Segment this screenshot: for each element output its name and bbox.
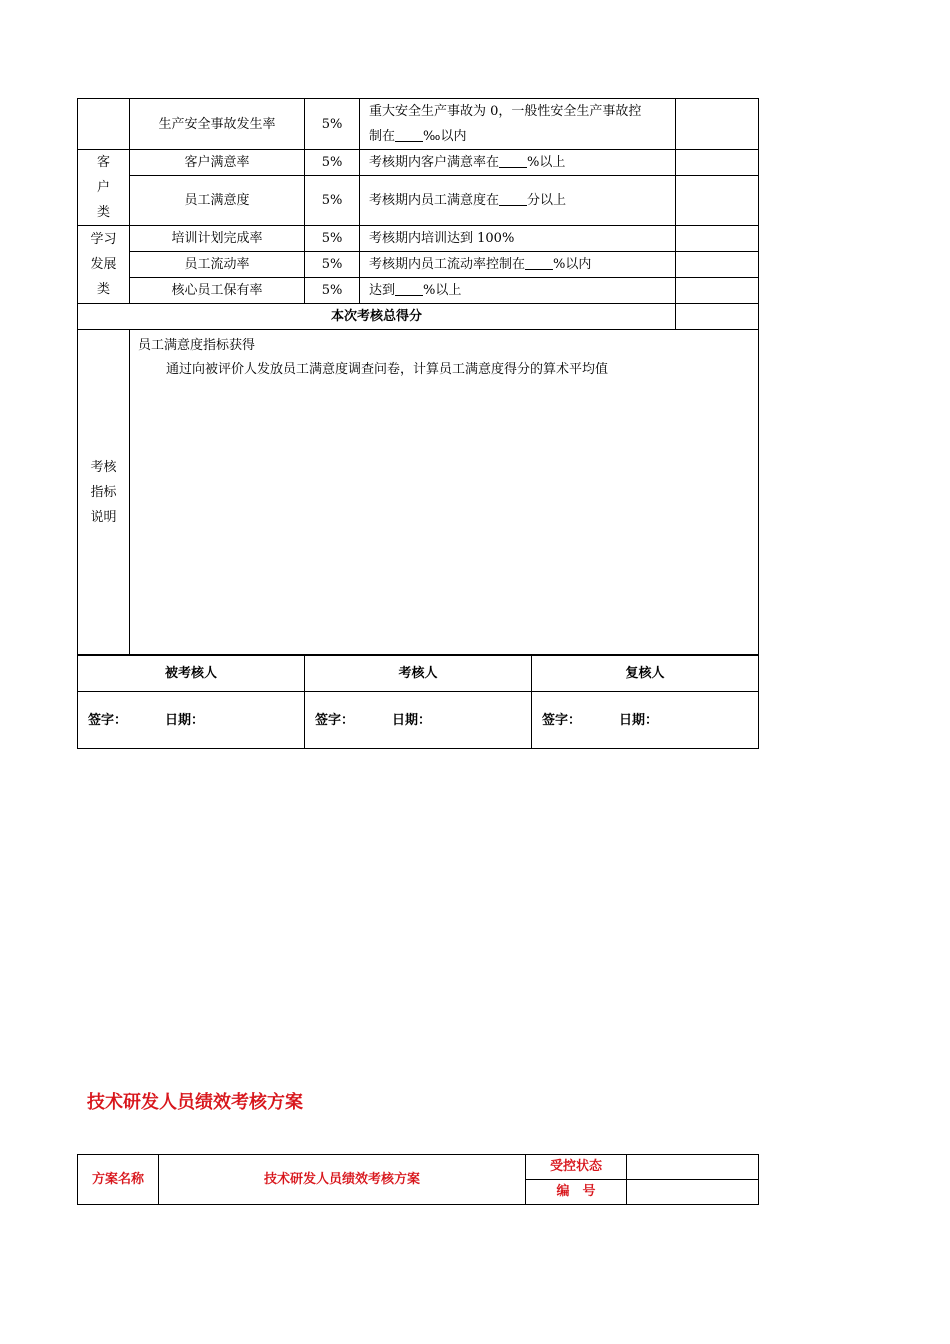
score-cell	[676, 150, 759, 176]
indicator-name: 核心员工保有率	[130, 278, 305, 304]
indicator-target: 考核期内员工满意度在 分以上	[360, 176, 676, 226]
table-row	[78, 176, 759, 226]
indicator-name: 培训计划完成率	[130, 226, 305, 252]
blank-line	[525, 255, 553, 270]
indicator-weight: 5%	[305, 99, 360, 150]
indicator-target: 考核期内员工流动率控制在 %以内	[360, 252, 676, 278]
explain-label: 考核 指标 说明	[78, 330, 130, 655]
total-score-cell	[676, 304, 759, 330]
signature-table	[77, 655, 759, 749]
appraiser-sign-cell: 签字： 日期：	[305, 692, 532, 749]
indicator-weight: 5%	[305, 150, 360, 176]
total-score-label: 本次考核总得分	[78, 304, 676, 330]
appraisee-sign-cell: 签字： 日期：	[78, 692, 305, 749]
indicator-target: 考核期内培训达到 100%	[360, 226, 676, 252]
score-cell	[676, 99, 759, 150]
score-cell	[676, 226, 759, 252]
number-label: 编 号	[526, 1180, 627, 1205]
category-cell-learning: 学习 发展 类	[78, 226, 130, 304]
blank-line	[499, 191, 527, 206]
blank-line	[395, 127, 423, 142]
document-title: 技术研发人员绩效考核方案	[87, 1092, 303, 1113]
score-cell	[676, 176, 759, 226]
score-cell	[676, 252, 759, 278]
indicator-target: 考核期内客户满意率在 %以上	[360, 150, 676, 176]
total-row	[78, 304, 759, 330]
indicator-weight: 5%	[305, 176, 360, 226]
signature-header-row	[78, 656, 759, 692]
indicator-weight: 5%	[305, 252, 360, 278]
appraisee-header: 被考核人	[78, 656, 305, 692]
category-cell	[78, 99, 130, 150]
appraiser-header: 考核人	[305, 656, 532, 692]
indicator-name: 客户满意率	[130, 150, 305, 176]
table-row	[78, 278, 759, 304]
reviewer-header: 复核人	[532, 656, 759, 692]
indicator-name: 员工满意度	[130, 176, 305, 226]
blank-line	[499, 153, 527, 168]
blank-line	[395, 281, 423, 296]
reviewer-sign-cell: 签字： 日期：	[532, 692, 759, 749]
kpi-table	[77, 98, 759, 655]
table-row	[78, 252, 759, 278]
table-row	[78, 226, 759, 252]
indicator-target: 重大安全生产事故为 0，一般性安全生产事故控 制在 ‰以内	[360, 99, 676, 150]
plan-name-value: 技术研发人员绩效考核方案	[159, 1155, 526, 1205]
number-value	[627, 1180, 759, 1205]
table-row	[78, 1155, 759, 1180]
explain-content	[130, 330, 759, 655]
plan-info-table	[77, 1154, 759, 1205]
table-row	[78, 99, 759, 150]
indicator-name: 生产安全事故发生率	[130, 99, 305, 150]
indicator-weight: 5%	[305, 278, 360, 304]
control-status-label: 受控状态	[526, 1155, 627, 1180]
indicator-target: 达到 %以上	[360, 278, 676, 304]
category-cell-customer: 客 户 类	[78, 150, 130, 226]
control-status-value	[627, 1155, 759, 1180]
indicator-name: 员工流动率	[130, 252, 305, 278]
score-cell	[676, 278, 759, 304]
explain-row	[78, 330, 759, 655]
explain-title: 员工满意度指标获得	[138, 338, 256, 353]
signature-row	[78, 692, 759, 749]
table-row	[78, 150, 759, 176]
explain-text: 通过向被评价人发放员工满意度调查问卷，计算员工满意度得分的算术平均值	[166, 362, 609, 377]
plan-name-label: 方案名称	[78, 1155, 159, 1205]
indicator-weight: 5%	[305, 226, 360, 252]
